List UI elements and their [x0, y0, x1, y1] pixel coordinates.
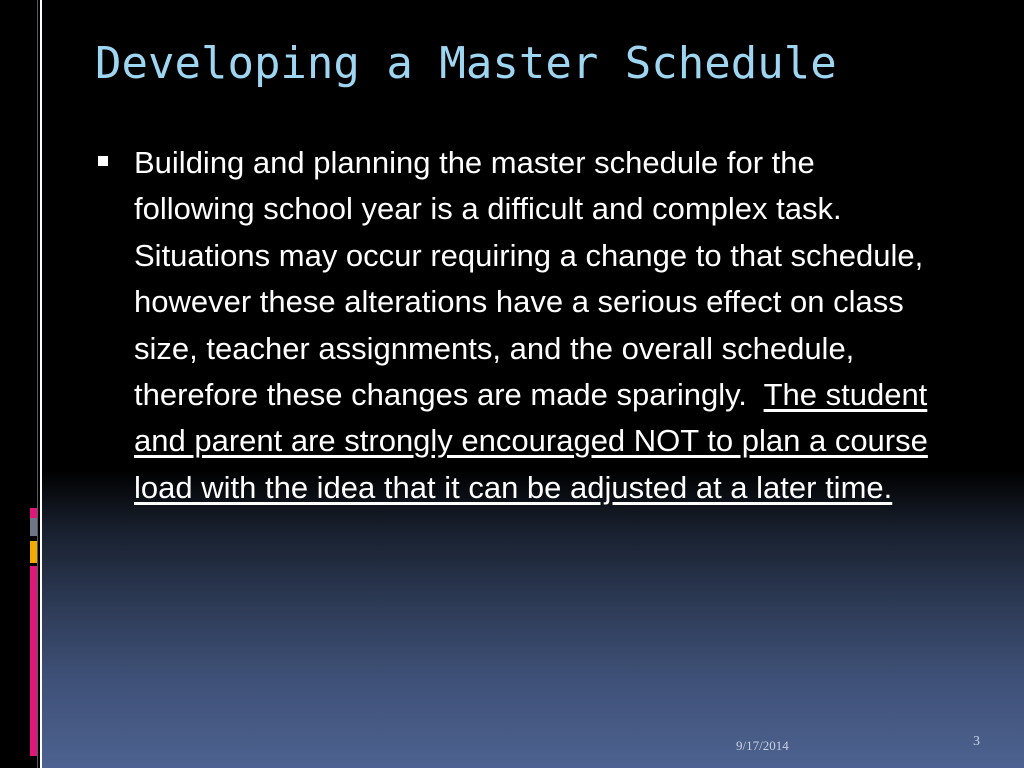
slide-edge-line [40, 0, 42, 768]
bullet-item [134, 140, 934, 511]
slide-title: Developing a Master Schedule [95, 38, 837, 89]
accent-bar-gray [30, 518, 37, 536]
footer-date: 9/17/2014 [736, 738, 789, 753]
accent-bar-pink-top [30, 508, 37, 518]
square-bullet-icon [98, 156, 108, 166]
accent-bar-orange [30, 541, 37, 563]
slide-edge-shadow [37, 0, 38, 768]
bullet-text-plain: Building and planning the master schedule for the following school year is a difficult and complex task. Situations may occur requiring a change to that schedule, however these alterations have a serious effect on class size, teacher assignments, and the overall schedule, therefore these changes are made sparingly. [134, 145, 932, 413]
slide-number: 3 [973, 734, 980, 749]
bullet-text-underlined: The student and parent are strongly encouraged NOT to plan a course load with the idea that it can be adjusted at a later time. [134, 377, 928, 505]
accent-bar-pink-long [30, 566, 37, 756]
